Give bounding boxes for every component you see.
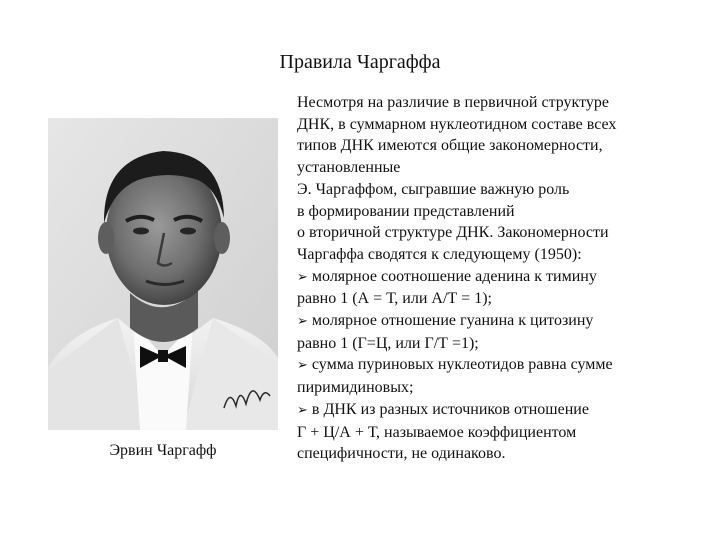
text-line: Несмотря на различие в первичной структуре bbox=[297, 94, 609, 111]
portrait-photo bbox=[48, 118, 278, 430]
text-line: специфичности, не одинаково. bbox=[297, 445, 506, 463]
arrow-bullet-icon: ➢ bbox=[297, 269, 308, 285]
slide-title: Правила Чаргаффа bbox=[279, 51, 441, 73]
text-line: равно 1 (А = Т, или А/Т = 1); bbox=[297, 290, 492, 308]
text-line: Э. Чаргаффом, сыгравшие важную роль bbox=[297, 180, 570, 198]
arrow-bullet-icon: ➢ bbox=[297, 314, 308, 330]
bullet-text: сумма пуриновых нуклеотидов равна сумме bbox=[311, 356, 613, 374]
portrait-caption: Эрвин Чаргафф bbox=[109, 442, 217, 459]
bullet-text: в ДНК из разных источников отношение bbox=[311, 400, 589, 418]
text-line: о вторичной структуре ДНК. Закономерности bbox=[297, 224, 609, 242]
text-line: ДНК, в суммарном нуклеотидном составе всех bbox=[297, 115, 617, 133]
bullet-item bbox=[297, 399, 697, 422]
arrow-bullet-icon: ➢ bbox=[297, 402, 308, 418]
text-line: Чаргаффа сводятся к следующему (1950): bbox=[297, 245, 582, 263]
chargaff-rules-text bbox=[297, 92, 697, 465]
text-line: установленные bbox=[297, 159, 401, 177]
bullet-item bbox=[297, 266, 697, 289]
text-line: типов ДНК имеются общие закономерности, bbox=[297, 137, 603, 155]
bullet-item bbox=[297, 354, 697, 377]
text-line: равно 1 (Г=Ц, или Г/Т =1); bbox=[297, 334, 479, 352]
bullet-item bbox=[297, 310, 697, 333]
bullet-text: молярное соотношение аденина к тимину bbox=[311, 267, 597, 285]
text-line: Г + Ц/А + Т, называемое коэффициентом bbox=[297, 423, 577, 441]
arrow-bullet-icon: ➢ bbox=[297, 358, 308, 374]
text-line: пиримидиновых; bbox=[297, 379, 414, 397]
bullet-text: молярное отношение гуанина к цитозину bbox=[311, 312, 594, 330]
text-line: в формировании представлений bbox=[297, 202, 515, 220]
